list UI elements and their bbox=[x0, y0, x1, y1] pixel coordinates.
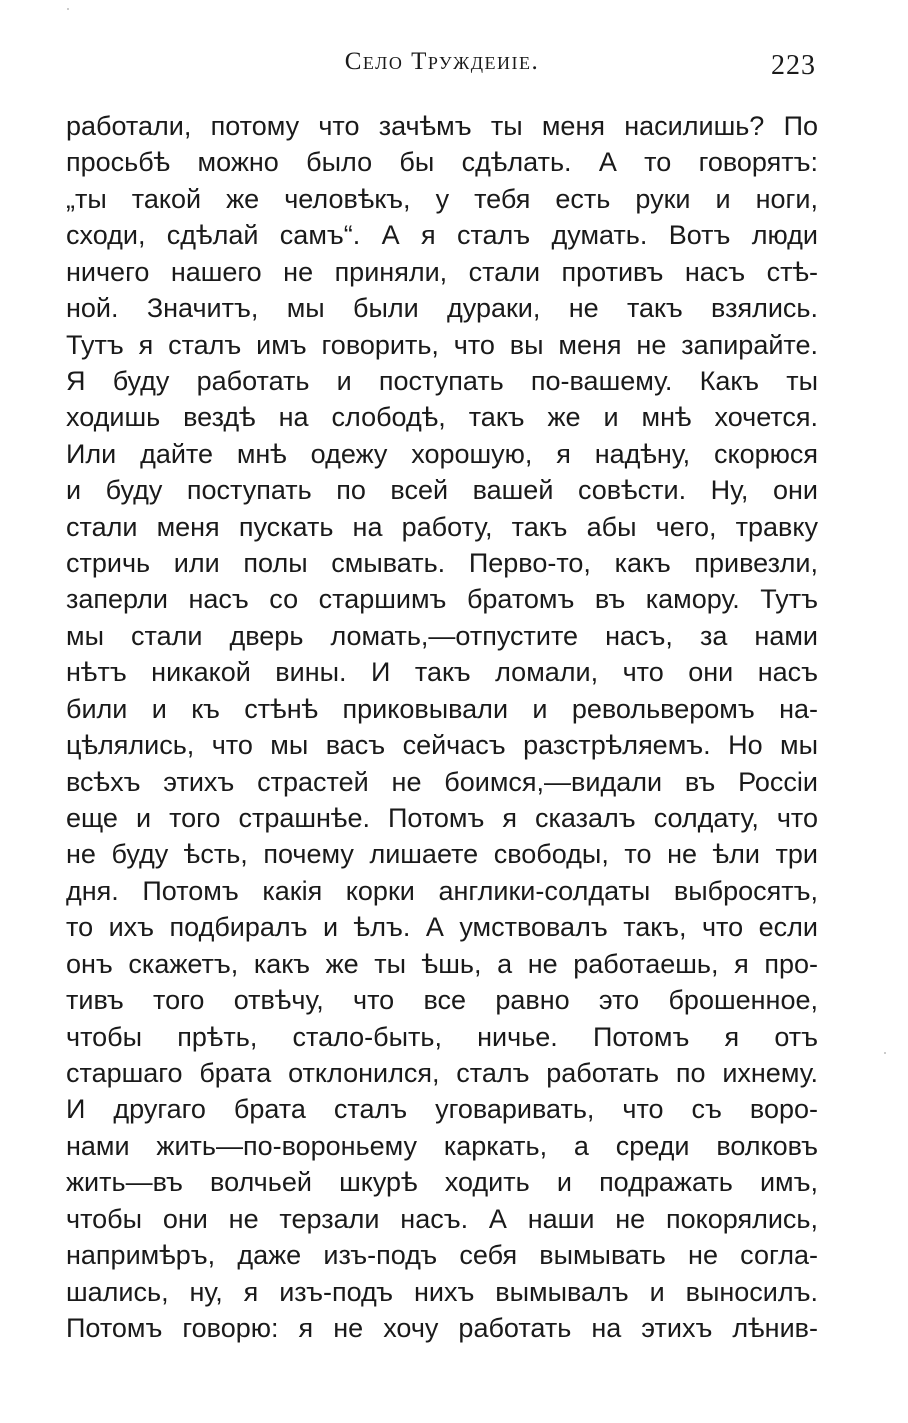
text-line: ходишь вездѣ на слободѣ, такъ же и мнѣ хочется. bbox=[66, 402, 818, 433]
text-line: Или дайте мнѣ одежу хорошую, я надѣну, скорюся bbox=[66, 438, 818, 469]
text-line: И другаго брата сталъ уговаривать, что съ воро- bbox=[66, 1094, 818, 1125]
text-line: нами жить—по-вороньему каркать, а среди волковъ bbox=[66, 1130, 818, 1161]
text-line: „ты такой же человѣкъ, у тебя есть руки и ноги, bbox=[66, 183, 818, 214]
running-title: Село Труждеиіе. bbox=[344, 48, 540, 75]
text-line: заперли насъ со старшимъ братомъ въ камору. Тутъ bbox=[66, 584, 818, 615]
text-line: мы стали дверь ломать,—отпустите насъ, за нами bbox=[66, 620, 818, 651]
text-line: сходи, сдѣлай самъ“. А я сталъ думать. Вотъ люди bbox=[66, 220, 818, 251]
text-line: Тутъ я сталъ имъ говорить, что вы меня не запирайте. bbox=[66, 329, 818, 360]
text-line: и буду поступать по всей вашей совѣсти. Ну, они bbox=[66, 475, 818, 506]
page-number: 223 bbox=[771, 50, 816, 81]
text-line: ной. Значитъ, мы были дураки, не такъ взялись. bbox=[66, 293, 818, 324]
text-line: стричь или полы смывать. Перво-то, какъ привезли, bbox=[66, 548, 818, 579]
text-line: тивъ того отвѣчу, что все равно это брошенное, bbox=[66, 985, 818, 1016]
text-line: еще и того страшнѣе. Потомъ я сказалъ солдату, что bbox=[66, 803, 818, 834]
text-line: чтобы они не терзали насъ. А наши не покорялись, bbox=[66, 1203, 818, 1234]
text-line: чтобы прѣть, стало-быть, ничье. Потомъ я отъ bbox=[66, 1021, 818, 1052]
text-line: работали, потому что зачѣмъ ты меня насилишь? По bbox=[66, 111, 818, 141]
text-line: Я буду работать и поступать по-вашему. Какъ ты bbox=[66, 365, 818, 396]
text-line: то ихъ подбиралъ и ѣлъ. А умствовалъ такъ, что если bbox=[66, 912, 818, 943]
scan-speck bbox=[67, 8, 69, 10]
text-line: просьбѣ можно было бы сдѣлать. А то говорятъ: bbox=[66, 147, 818, 178]
text-line: стали меня пускать на работу, такъ абы чего, травку bbox=[66, 511, 818, 542]
text-line: напримѣръ, даже изъ-подъ себя вымывать не согла- bbox=[66, 1240, 818, 1271]
text-line: цѣлялись, что мы васъ сейчасъ разстрѣляемъ. Но мы bbox=[66, 730, 818, 761]
text-line: Потомъ говорю: я не хочу работать на этихъ лѣнив- bbox=[66, 1312, 818, 1343]
text-line: дня. Потомъ какія корки англики-солдаты выбросятъ, bbox=[66, 875, 818, 906]
text-line: всѣхъ этихъ страстей не боимся,—видали въ Россіи bbox=[66, 766, 818, 797]
running-head bbox=[66, 44, 818, 84]
text-line: не буду ѣсть, почему лишаете свободы, то не ѣли три bbox=[66, 839, 818, 870]
text-line: ничего нашего не приняли, стали противъ насъ стѣ- bbox=[66, 256, 818, 287]
text-line: нѣтъ никакой вины. И такъ ломали, что они насъ bbox=[66, 657, 818, 688]
body-text bbox=[66, 108, 818, 1346]
text-line: жить—въ волчьей шкурѣ ходить и подражать имъ, bbox=[66, 1167, 818, 1198]
scan-speck bbox=[884, 1052, 886, 1054]
text-line: старшаго брата отклонился, сталъ работать по ихнему. bbox=[66, 1057, 818, 1088]
text-line: онъ скажетъ, какъ же ты ѣшь, а не работаешь, я про- bbox=[66, 948, 818, 979]
text-line: шались, ну, я изъ-подъ нихъ вымывалъ и выносилъ. bbox=[66, 1276, 818, 1307]
text-line: били и къ стѣнѣ приковывали и револьверомъ на- bbox=[66, 693, 818, 724]
